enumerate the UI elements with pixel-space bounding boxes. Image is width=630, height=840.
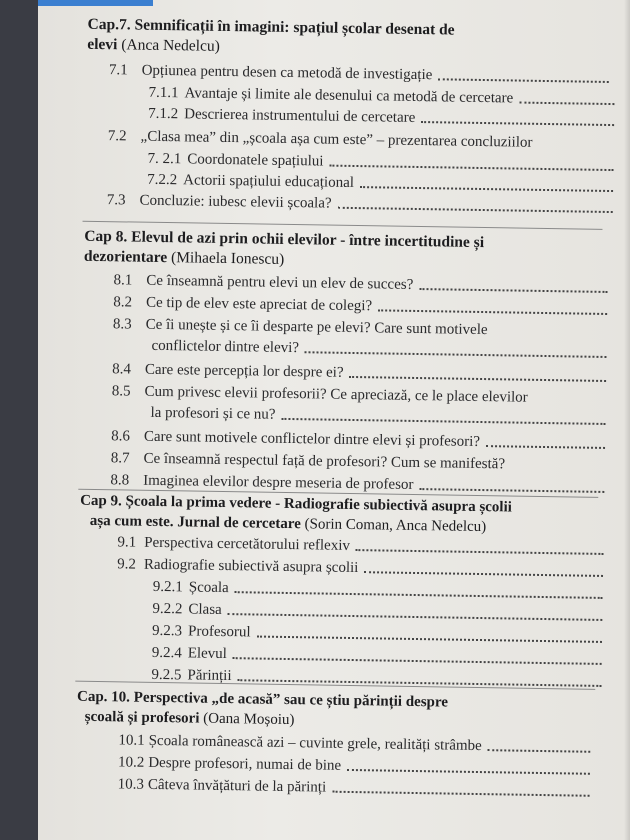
leader-dots: [438, 78, 609, 83]
leader-dots: [378, 309, 607, 315]
entry-title: Concluzie: iubesc elevii școala?: [139, 192, 332, 212]
entry-title: Cum privesc elevii profesorii? Ce apreciază, ce le place elevilor: [144, 383, 528, 406]
leader-dots: [332, 791, 589, 797]
leader-dots: [486, 445, 605, 449]
entry-number: 7.2: [107, 128, 127, 145]
leader-dots: [305, 351, 607, 358]
chapter-author: (Oana Moșoiu): [203, 710, 295, 729]
leader-dots: [360, 186, 613, 192]
entry-title: Care este percepția lor despre ei?: [144, 361, 344, 381]
entry-title: „Clasa mea” din „școala așa cum este” – prezentarea concluziilor: [140, 128, 533, 151]
entry-number: 9.2.2: [152, 600, 183, 618]
leader-dots: [233, 657, 602, 665]
chapter-author: (Sorin Coman, Anca Nedelcu): [304, 516, 487, 536]
leader-dots: [235, 591, 603, 599]
entry-title: Coordonatele spațiului: [187, 151, 324, 170]
chapter-title-cont: elevi: [87, 35, 118, 54]
entry-number: 10.2: [117, 754, 145, 771]
entry-title: Școala românească azi – cuvinte grele, realități strâmbe: [148, 732, 482, 755]
chapter-title-cont: școală și profesori: [84, 708, 200, 727]
entry-number: 7.1.2: [148, 105, 179, 123]
entry-number: 8.4: [112, 361, 132, 378]
entry-number: 7.3: [106, 192, 126, 209]
entry-title-cont: la profesori și ce nu?: [150, 404, 276, 423]
leader-dots: [257, 636, 602, 643]
chapter-title-cont: așa cum este. Jurnal de cercetare: [89, 512, 301, 533]
chapter-7-heading: [87, 15, 598, 63]
entry-number: 8.6: [111, 428, 131, 445]
entry-title: Părinții: [187, 667, 232, 685]
leader-dots: [488, 749, 591, 753]
entry-number: 7.2.2: [147, 171, 178, 189]
entry-title: Profesorul: [187, 623, 251, 641]
leader-dots: [364, 571, 603, 577]
entry-title: Ce tip de elev este apreciat de colegi?: [145, 294, 373, 315]
leader-dots: [349, 376, 606, 382]
chapter-title-cont: dezorientare: [83, 247, 168, 267]
entry-title: Elevul: [187, 645, 228, 663]
leader-dots: [347, 769, 590, 775]
entry-title: Ce înseamnă pentru elevi un elev de succes?: [146, 272, 414, 293]
entry-number: 7. 2.1: [147, 150, 182, 168]
leader-dots: [419, 288, 607, 293]
entry-number: 8.1: [113, 272, 133, 289]
chapter-title: Cap 8. Elevul de azi prin ochii elevilor - între incertitudine și: [84, 227, 485, 252]
toc-entry-9-2-5[interactable]: [151, 664, 601, 691]
chapter-author: (Anca Nedelcu): [121, 36, 220, 55]
leader-dots: [419, 488, 604, 493]
entry-title: Radiografie subiectivă asupra școlii: [143, 556, 359, 577]
entry-number: 8.7: [110, 450, 130, 467]
entry-number: 9.2.4: [151, 644, 182, 662]
chapter-title: Cap 9. Școala la prima vedere - Radiografie subiectivă asupra școlii: [80, 492, 513, 516]
leader-dots: [519, 102, 614, 105]
entry-title: Câteva învățături de la părinți: [147, 776, 327, 796]
book-page: [38, 0, 630, 840]
entry-number: 8.3: [112, 316, 132, 333]
leader-dots: [421, 121, 614, 126]
entry-title: Despre profesori, numai de bine: [148, 754, 342, 774]
chapter-title: Cap.7. Semnificații în imagini: spațiul școlar desenat de: [87, 15, 455, 39]
entry-number: 9.2.1: [152, 578, 183, 596]
entry-number: 8.5: [111, 383, 131, 400]
entry-number: 9.2: [117, 556, 137, 573]
entry-title: Ce îi unește și ce îi desparte pe elevi? Care sunt motivele: [145, 316, 488, 339]
chapter-8-heading: [84, 227, 595, 275]
chapter-10-heading: [77, 687, 588, 735]
entry-title: Ce înseamnă respectul față de profesori? Cum se manifestă?: [143, 450, 506, 473]
leader-dots: [356, 549, 604, 555]
leader-dots: [338, 207, 613, 213]
entry-title: Descrierea instrumentului de cercetare: [184, 106, 416, 126]
entry-title: Avantaje și limite ale desenului ca metodă de cercetare: [184, 85, 514, 107]
entry-title: Perspectiva cercetătorului reflexiv: [144, 534, 351, 554]
entry-title: Actorii spațiului educațional: [183, 172, 355, 191]
chapter-author: (Mihaela Ionescu): [170, 249, 285, 268]
leader-dots: [329, 165, 613, 171]
leader-dots: [281, 418, 605, 425]
entry-number: 10.3: [117, 776, 145, 793]
entry-title-cont: conflictelor dintre elevi?: [151, 337, 300, 357]
entry-number: 9.2.3: [151, 622, 183, 640]
entry-number: 10.1: [118, 732, 145, 749]
entry-number: 9.2.5: [151, 666, 182, 684]
table-of-contents: [38, 0, 630, 840]
entry-title: Clasa: [188, 601, 222, 618]
chapter-title: Cap. 10. Perspectiva „de acasă” sau ce știu părinții despre: [76, 688, 449, 711]
entry-number: 9.1: [117, 534, 137, 551]
entry-number: 7.1: [108, 62, 128, 79]
entry-title: Opțiunea pentru desen ca metodă de investigație: [141, 62, 433, 84]
entry-title: Care sunt motivele conflictelor dintre elevi și profesori?: [143, 428, 481, 450]
entry-title: Imaginea elevilor despre meseria de profesor: [143, 472, 414, 493]
entry-title: Școala: [188, 579, 229, 597]
entry-number: 7.1.1: [148, 84, 179, 102]
entry-number: 8.8: [110, 472, 130, 489]
entry-number: 8.2: [113, 294, 133, 311]
leader-dots: [228, 613, 603, 621]
